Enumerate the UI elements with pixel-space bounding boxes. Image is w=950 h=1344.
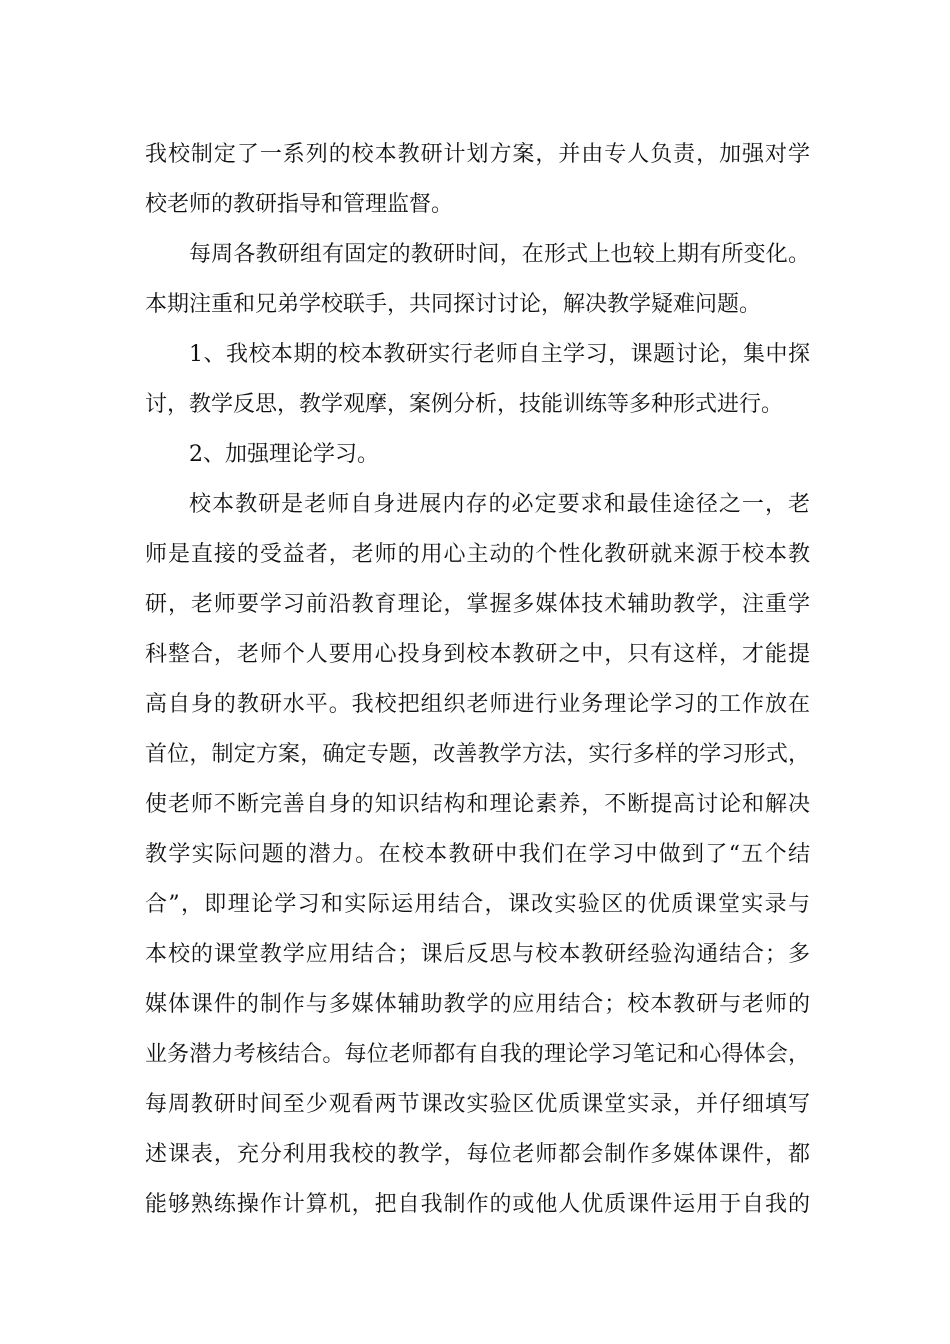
text-line: 本校的课堂教学应用结合；课后反思与校本教研经验沟通结合；多: [145, 942, 810, 967]
document-body: [145, 130, 810, 1230]
text-line: 2、加强理论学习。: [189, 442, 379, 467]
text-line: 每周教研时间至少观看两节课改实验区优质课堂实录，并仔细填写: [145, 1092, 810, 1117]
text-line: 校本教研是老师自身进展内存的必定要求和最佳途径之一，老: [189, 492, 810, 517]
text-line: 我校制定了一系列的校本教研计划方案，并由专人负责，加强对学: [145, 142, 810, 167]
text-line: 师是直接的受益者，老师的用心主动的个性化教研就来源于校本教: [145, 542, 810, 567]
text-line: 能够熟练操作计算机，把自我制作的或他人优质课件运用于自我的: [145, 1192, 810, 1217]
text-line: 科整合，老师个人要用心投身到校本教研之中，只有这样，才能提: [145, 642, 810, 667]
text-line: 使老师不断完善自身的知识结构和理论素养，不断提高讨论和解决: [145, 792, 810, 817]
text-line: 述课表，充分利用我校的教学，每位老师都会制作多媒体课件，都: [145, 1142, 810, 1167]
text-line: 业务潜力考核结合。每位老师都有自我的理论学习笔记和心得体会，: [145, 1042, 810, 1067]
text-line: 高自身的教研水平。我校把组织老师进行业务理论学习的工作放在: [145, 692, 810, 717]
text-line: 媒体课件的制作与多媒体辅助教学的应用结合；校本教研与老师的: [145, 992, 810, 1017]
text-line: 1、我校本期的校本教研实行老师自主学习，课题讨论，集中探: [189, 342, 810, 367]
text-line: 讨，教学反思，教学观摩，案例分析，技能训练等多种形式进行。: [145, 392, 784, 417]
text-line: 教学实际问题的潜力。在校本教研中我们在学习中做到了“五个结: [145, 842, 810, 867]
text-line: 每周各教研组有固定的教研时间，在形式上也较上期有所变化。: [189, 242, 810, 267]
text-line: 合”，即理论学习和实际运用结合，课改实验区的优质课堂实录与: [145, 892, 810, 917]
text-line: 校老师的教研指导和管理监督。: [145, 192, 454, 217]
text-line: 本期注重和兄弟学校联手，共同探讨讨论，解决教学疑难问题。: [145, 292, 762, 317]
text-line: 首位，制定方案，确定专题，改善教学方法，实行多样的学习形式，: [145, 742, 810, 767]
text-line: 研，老师要学习前沿教育理论，掌握多媒体技术辅助教学，注重学: [145, 592, 810, 617]
